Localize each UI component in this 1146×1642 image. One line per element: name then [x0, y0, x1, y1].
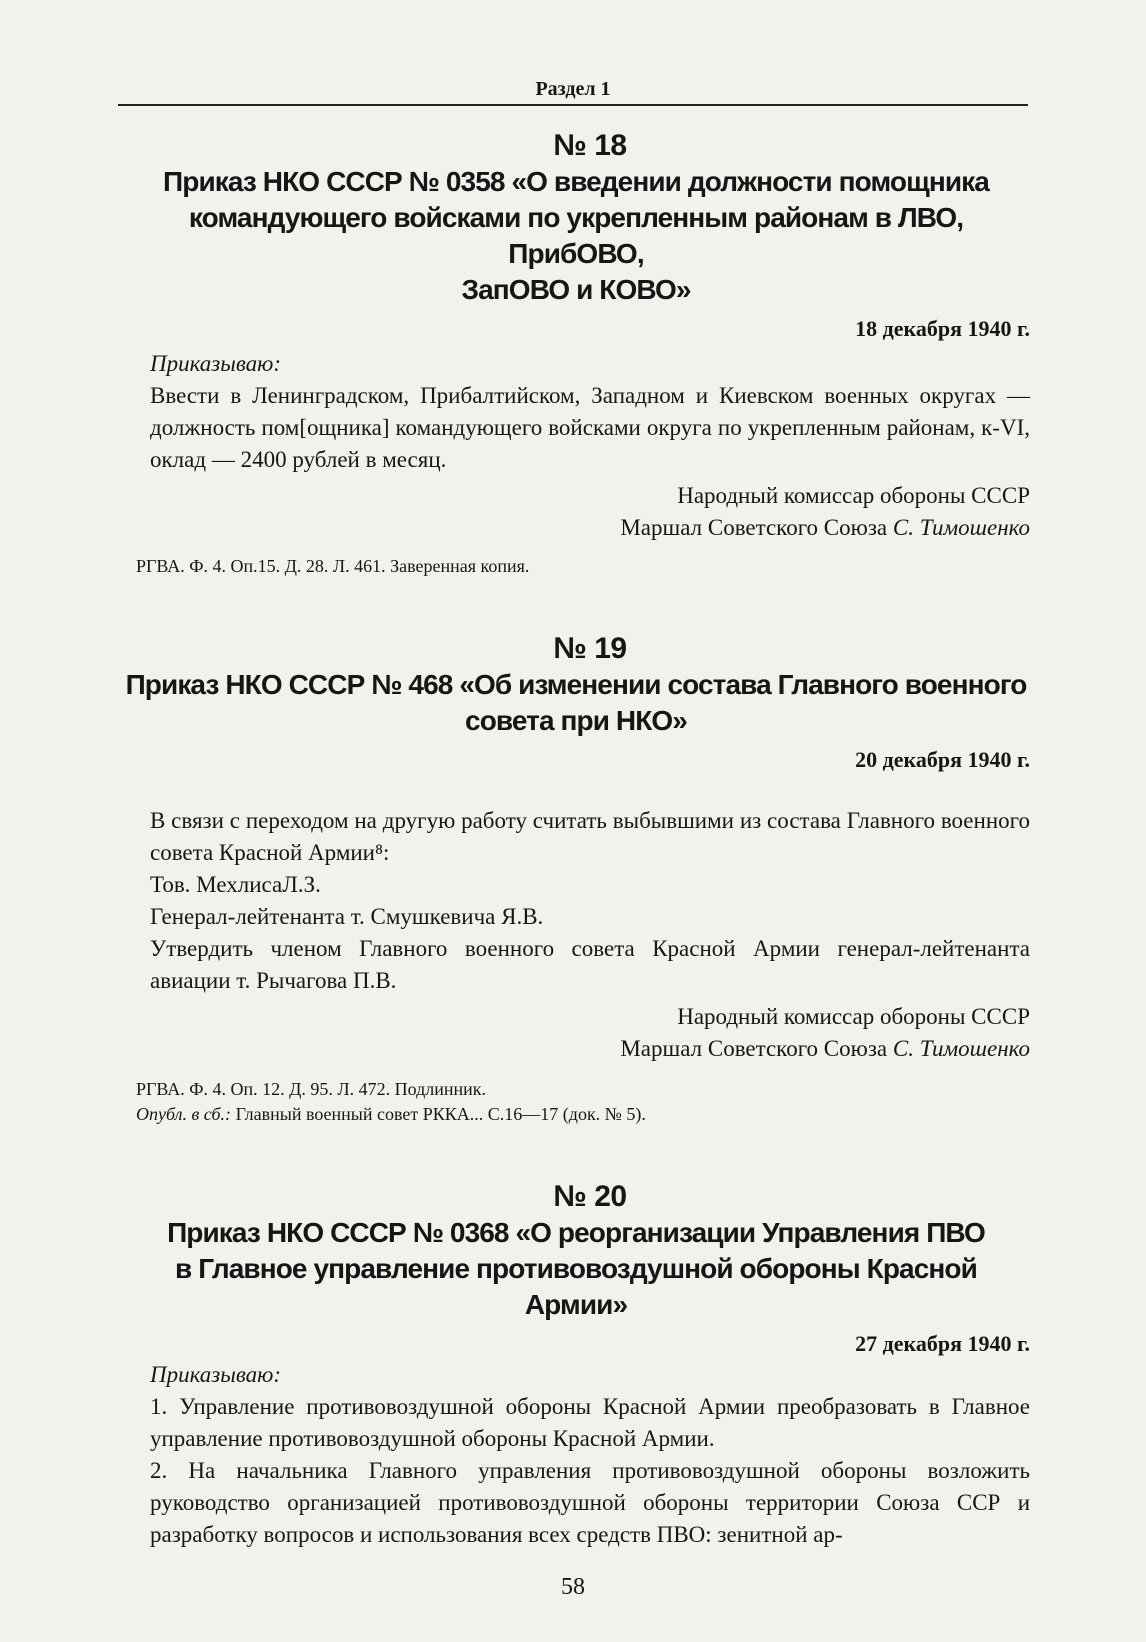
- signature-block: [150, 480, 1030, 544]
- document-20: [150, 1179, 1030, 1551]
- doc-paragraph: 2. На начальника Главного управления противовоздушной обороны возложить руководство организацией противовоздушной обороны территории Союза ССР и разработку вопросов и использования всех средств ПВО: зенитной ар-: [150, 1458, 1030, 1547]
- doc-title: [122, 667, 1030, 739]
- doc-date: 18 декабря 1940 г.: [855, 316, 1030, 341]
- publication-note: [136, 1102, 1030, 1127]
- doc-title: [122, 1215, 1030, 1323]
- doc-intro: Приказываю:: [150, 1362, 282, 1387]
- title-line: в Главное управление противовоздушной обороны Красной Армии»: [175, 1253, 977, 1320]
- doc-paragraph: Тов. МехлисаЛ.З.: [150, 872, 321, 897]
- doc-paragraph: Утвердить членом Главного военного совета Красной Армии генерал-лейтенанта авиации т. Рычагова П.В.: [150, 936, 1030, 993]
- signature-rank: Маршал Советского Союза: [620, 1036, 888, 1061]
- document-19: [125, 631, 1030, 1127]
- publication-text: Главный военный совет РККА... С.16—17 (док. № 5).: [235, 1104, 646, 1124]
- signature-position: Народный комиссар обороны СССР: [677, 483, 1030, 508]
- signature-name: С. Тимошенко: [892, 1036, 1030, 1061]
- document-18: [136, 128, 1030, 579]
- doc-title: [122, 164, 1030, 308]
- doc-number: № 18: [553, 129, 627, 162]
- doc-paragraph: Ввести в Ленинградском, Прибалтийском, Западном и Киевском военных округах — должность пом[ощника] командующего войсками округа по укрепленным районам, к-VI, оклад — 2400 рублей в месяц.: [150, 383, 1030, 472]
- doc-number: № 19: [553, 632, 627, 665]
- page-number: 58: [561, 1574, 585, 1600]
- doc-paragraph: Генерал-лейтенанта т. Смушкевича Я.В.: [150, 904, 544, 929]
- title-line: Приказ НКО СССР № 0368 «О реорганизации Управления ПВО: [167, 1217, 985, 1248]
- archive-source: РГВА. Ф. 4. Оп.15. Д. 28. Л. 461. Заверенная копия.: [136, 556, 530, 576]
- signature-block: [150, 1001, 1030, 1065]
- title-line: Приказ НКО СССР № 468 «Об изменении состава Главного военного: [125, 669, 1027, 700]
- signature-name: С. Тимошенко: [892, 515, 1030, 540]
- archive-source: РГВА. Ф. 4. Оп. 12. Д. 95. Л. 472. Подлинник.: [136, 1079, 487, 1099]
- page-content: [125, 128, 1030, 1551]
- doc-paragraph: В связи с переходом на другую работу считать выбывшими из состава Главного военного совета Красной Армии⁸:: [150, 808, 1030, 865]
- signature-rank-line: [150, 512, 1030, 544]
- title-line: ЗапОВО и КОВО»: [461, 274, 691, 305]
- signature-rank-line: [150, 1033, 1030, 1065]
- doc-date: 20 декабря 1940 г.: [855, 747, 1030, 772]
- signature-rank: Маршал Советского Союза: [620, 515, 888, 540]
- doc-date: 27 декабря 1940 г.: [855, 1331, 1030, 1356]
- title-line: командующего войсками по укрепленным районам в ЛВО, ПрибОВО,: [188, 202, 964, 269]
- doc-intro: Приказываю:: [150, 351, 282, 376]
- signature-position: Народный комиссар обороны СССР: [677, 1004, 1030, 1029]
- publication-label: Опубл. в сб.:: [136, 1104, 232, 1124]
- running-header: Раздел 1: [118, 76, 1028, 106]
- title-line: Приказ НКО СССР № 0358 «О введении должности помощника: [163, 166, 989, 197]
- title-line: совета при НКО»: [465, 705, 687, 736]
- doc-number: № 20: [553, 1180, 627, 1213]
- doc-paragraph: 1. Управление противовоздушной обороны Красной Армии преобразовать в Главное управление противовоздушной обороны Красной Армии.: [150, 1394, 1030, 1451]
